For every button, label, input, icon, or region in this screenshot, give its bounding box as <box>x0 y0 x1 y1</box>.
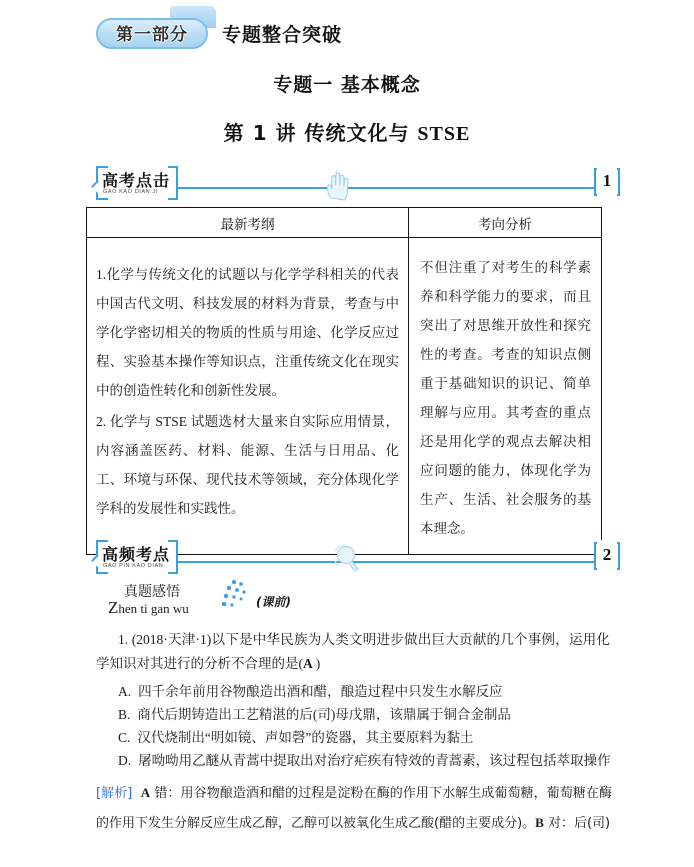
table-cell-analysis <box>409 238 601 554</box>
frame-mask-bottom <box>108 572 168 576</box>
subheading-cn: 真题感悟 <box>124 584 180 600</box>
pinyin-rest: hen ti gan wu <box>118 601 189 616</box>
explanation-mark-a: A <box>140 785 151 800</box>
option-d-label: D. <box>118 753 132 768</box>
section-title: 高考点击 <box>102 171 171 190</box>
analysis-paragraph-1: 不但注重了对考生的科学素养和科学能力的要求，而且突出了对思维开放性和探究性的考查。考查的知识点侧重于基础知识的识记、简单理解与应用。其考查的重点还是用化学的观点去解决相应问题的能力，体现化学为生产、生活、社会服务的基本理念。 <box>420 260 591 537</box>
option-c-text: 汉代烧制出“明如镜、声如磬”的瓷器，其主要原料为黏土 <box>137 730 474 745</box>
pointing-hand-icon <box>318 164 360 204</box>
frame-mask-bottom <box>108 198 168 202</box>
number-mask-top <box>597 166 617 170</box>
decorative-dots-icon <box>220 579 250 611</box>
question-stem-text: 1. (2018·天津·1)以下是中华民族为人类文明进步做出巨大贡献的几个事例，运用化学知识对其进行的分析不合理的是( <box>96 632 610 671</box>
option-b-text: 商代后期铸造出工艺精湛的后(司)母戊鼎，该鼎属于铜合金制品 <box>137 707 511 722</box>
option-c <box>118 726 610 749</box>
table-body-row <box>87 238 601 554</box>
question-block <box>96 628 610 772</box>
question-stem-tail: ) <box>315 656 321 671</box>
option-a-label: A. <box>118 684 132 699</box>
section-header-gaopin-kaodian <box>96 540 620 574</box>
option-d <box>118 749 610 772</box>
lecture-title-latin: STSE <box>417 123 471 145</box>
option-a-text: 四千余年前用谷物酿造出酒和醋，酿造过程中只发生水解反应 <box>138 684 503 699</box>
section-rule <box>174 561 598 563</box>
option-a <box>118 680 610 703</box>
explanation-mark-b: B <box>535 815 544 830</box>
subheading-pinyin <box>108 598 189 618</box>
pinyin-initial: Z <box>108 598 119 617</box>
part-badge-label: 第一部分 <box>116 25 188 45</box>
table-header-cell-outline: 最新考纲 <box>87 208 409 237</box>
section-header-gaokao-dianji <box>96 166 620 200</box>
explanation-body-2: 对：后(司) <box>547 816 611 831</box>
syllabus-table <box>86 207 602 555</box>
table-cell-outline <box>87 238 409 554</box>
subheading-note: (课前) <box>256 595 291 609</box>
lecture-title <box>0 117 694 146</box>
explanation-tag: [解析] <box>96 786 133 801</box>
question-answer: A <box>303 656 316 671</box>
lecture-title-cn: 第 1 讲 传统文化与 <box>223 121 418 145</box>
explanation-block <box>96 778 612 838</box>
table-header-cell-analysis: 考向分析 <box>478 216 532 233</box>
magnifier-icon <box>326 538 368 578</box>
number-mask-top <box>597 540 617 544</box>
option-b <box>118 703 610 726</box>
section-number: 2 <box>602 545 612 564</box>
top-banner <box>0 6 694 58</box>
explanation-body-1: 错：用谷物酿造酒和醋的过程是淀粉在酶的作用下水解生成葡萄糖，葡萄糖在酶的作用下发生分解反应生成乙醇，乙醇可以被氧化生成乙酸(醋的主要成分)。 <box>96 786 612 831</box>
number-mask-bottom <box>597 566 617 570</box>
question-stem <box>96 628 610 676</box>
table-header-row <box>87 208 601 238</box>
section-rule <box>174 187 598 189</box>
section-title: 高频考点 <box>102 545 171 564</box>
option-d-text: 屠呦呦用乙醚从青蒿中提取出对治疗疟疾有特效的青蒿素，该过程包括萃取操作 <box>138 753 611 768</box>
chapter-title: 专题一 基本概念 <box>273 74 421 96</box>
section-pinyin: GAO KAO DIAN JI <box>103 189 158 195</box>
section-pinyin: GAO PIN KAO DIAN <box>103 563 164 569</box>
option-c-label: C. <box>118 730 131 745</box>
option-b-label: B. <box>118 707 131 722</box>
outline-paragraph-2: 2. 化学与 STSE 试题选材大量来自实际应用情景，内容涵盖医药、材料、能源、生活与日用品、化工、环境与环保、现代技术等领域，充分体现化学学科的发展性和实践性。 <box>96 414 399 516</box>
outline-paragraph-1: 1.化学与传统文化的试题以与化学学科相关的代表中国古代文明、科技发展的材料为背景，考查与中学化学密切相关的物质的性质与用途、化学反应过程、实验基本操作等知识点，注重传统文化在现实中的创造性转化和创新性发展。 <box>96 267 399 398</box>
banner-title: 专题整合突破 <box>222 24 343 46</box>
number-mask-bottom <box>597 192 617 196</box>
section-number: 1 <box>602 171 612 190</box>
